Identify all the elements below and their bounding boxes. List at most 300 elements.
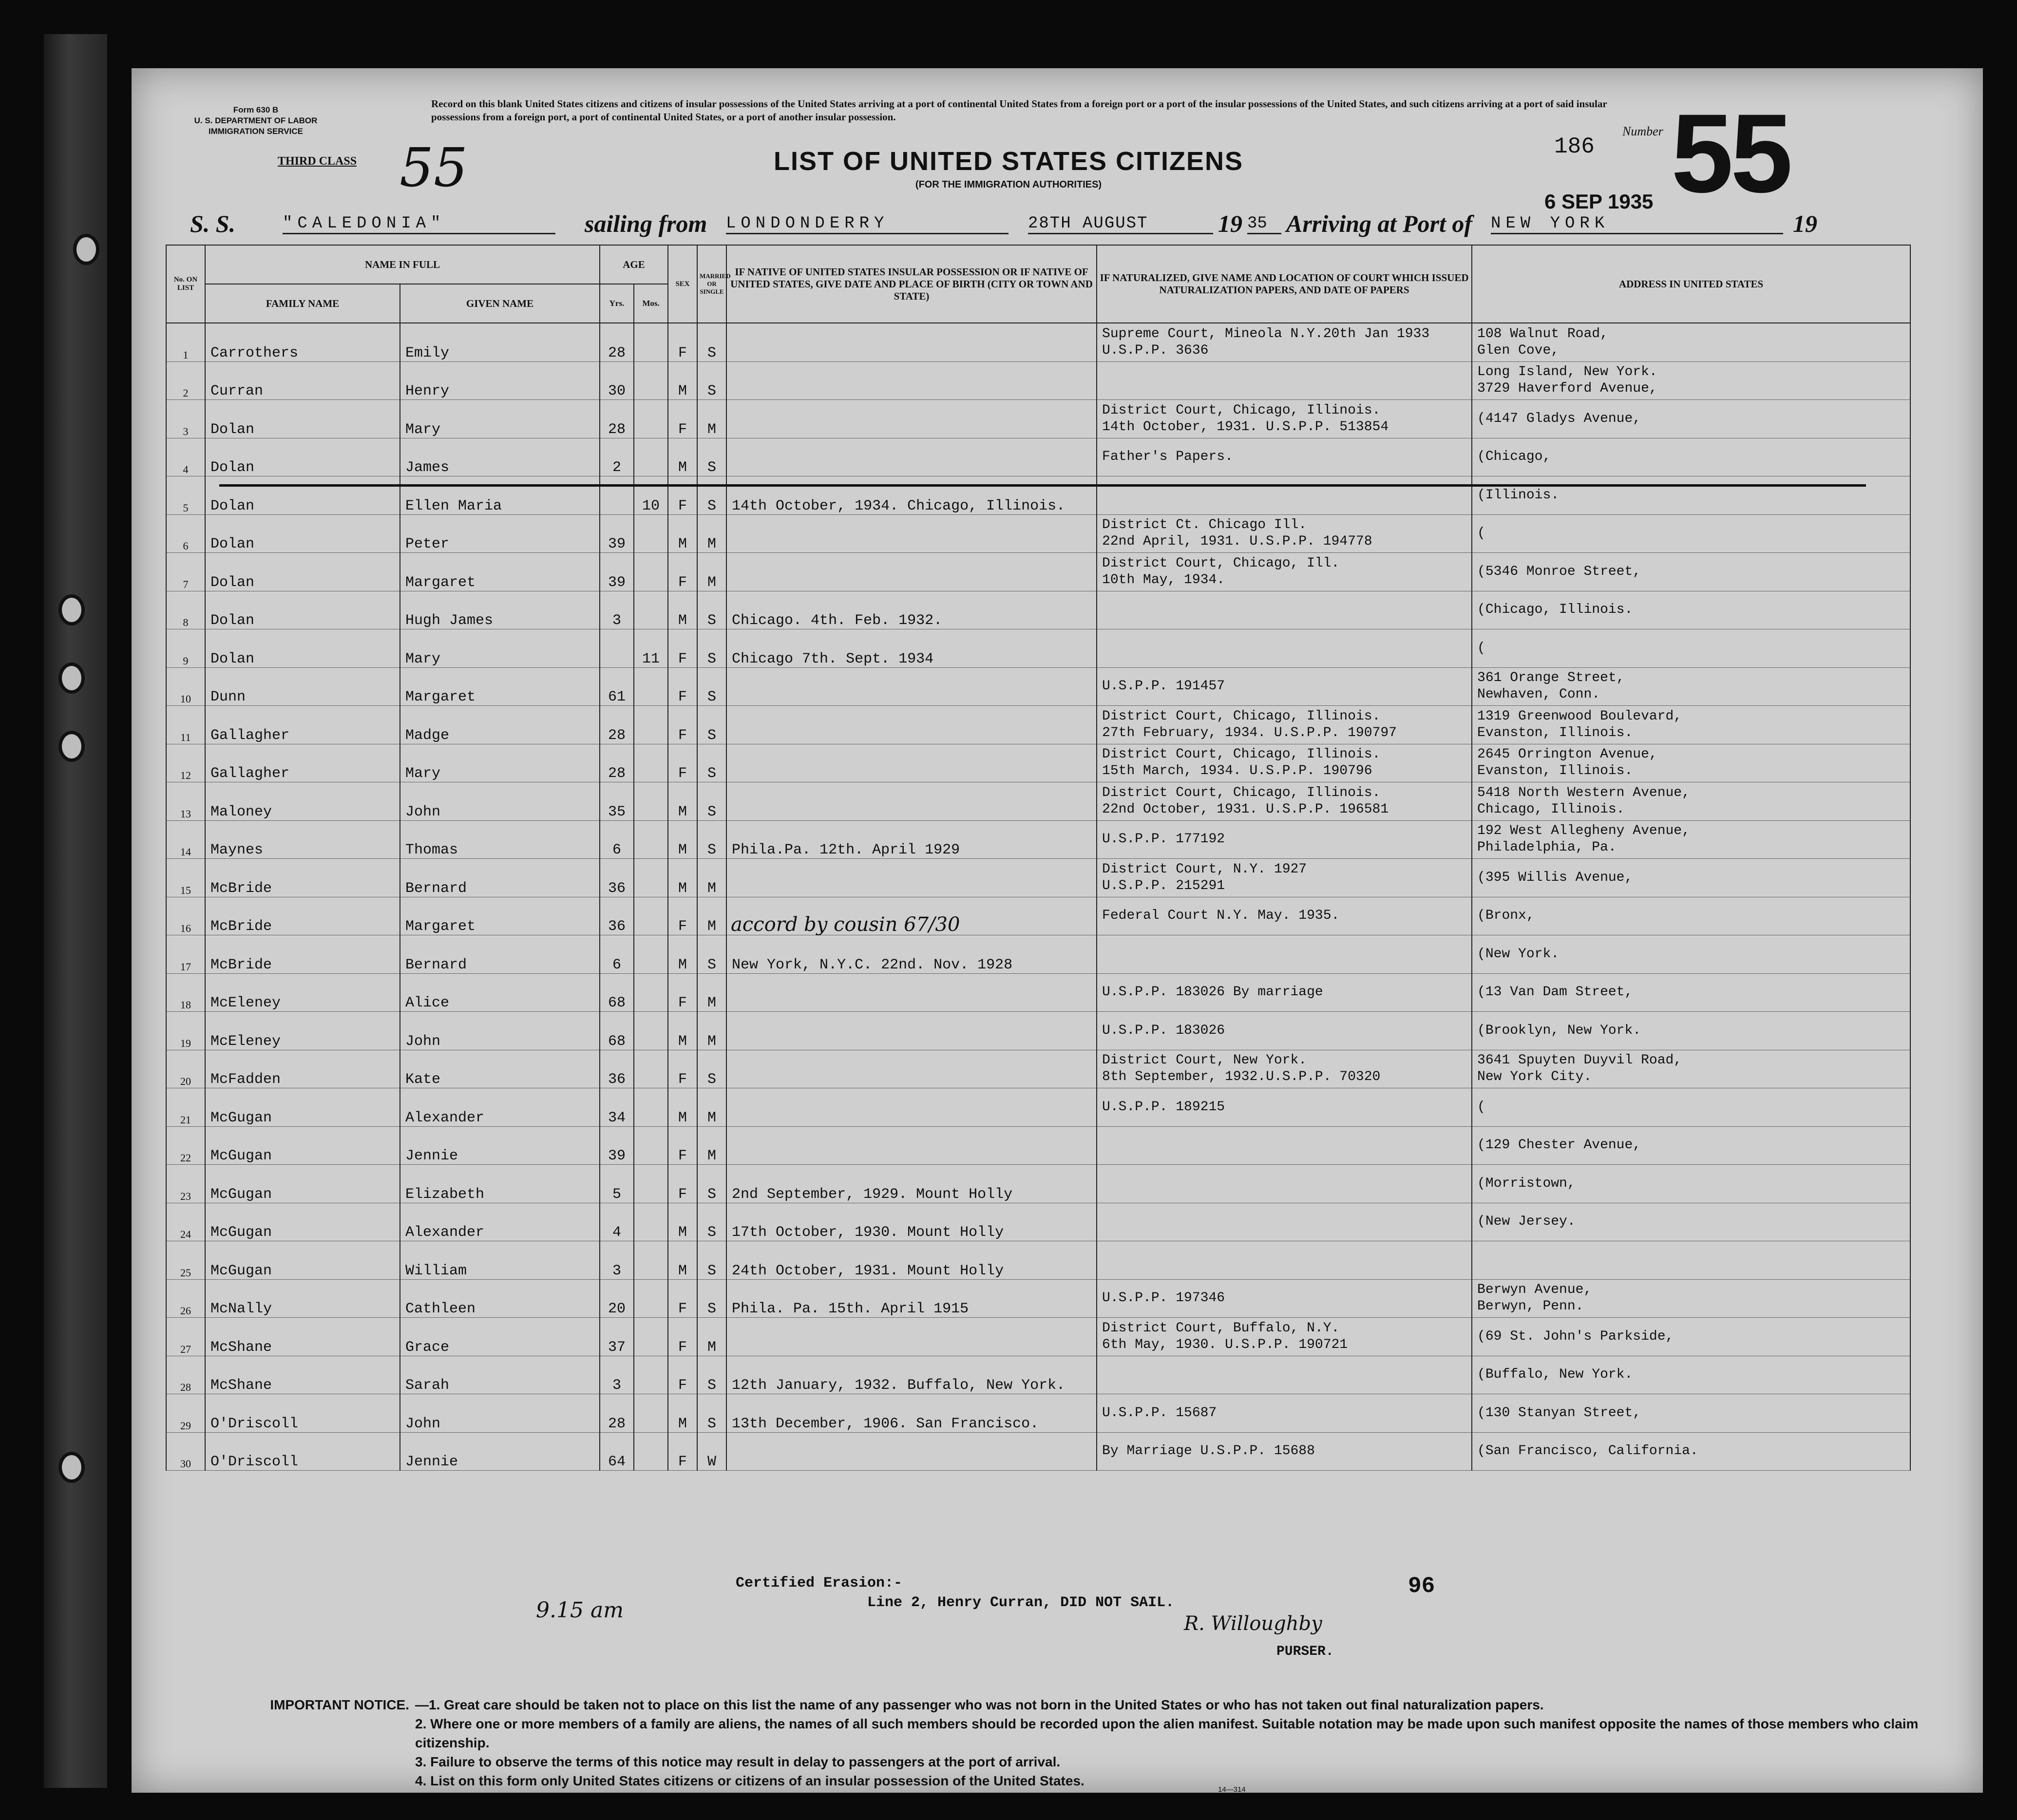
cell-address: (Morristown, <box>1472 1165 1910 1203</box>
cell-marital-status: S <box>697 1241 726 1280</box>
cell-age-months <box>634 1394 668 1433</box>
cell-age-months <box>634 438 668 476</box>
cell-age-years: 36 <box>600 1050 634 1088</box>
cell-family-name: Maynes <box>205 820 400 859</box>
cell-sex: M <box>668 1088 697 1127</box>
form-number: Form 630 B <box>233 105 279 114</box>
list-number: 55 <box>1671 91 1790 216</box>
cell-sex: F <box>668 400 697 438</box>
table-row <box>166 1050 1910 1088</box>
col-header-age: AGE <box>600 245 668 284</box>
cell-naturalization: Father's Papers. <box>1097 438 1472 476</box>
cell-age-years: 61 <box>600 667 634 706</box>
punch-hole <box>58 663 85 694</box>
cell-list-number: 10 <box>166 667 205 706</box>
erasion-detail: Line 2, Henry Curran, DID NOT SAIL. <box>867 1594 1175 1611</box>
cell-address: (Brooklyn, New York. <box>1472 1012 1910 1050</box>
cell-sex: M <box>668 438 697 476</box>
col-header-address: ADDRESS IN UNITED STATES <box>1472 245 1910 323</box>
cell-address <box>1472 1241 1910 1280</box>
cell-age-years <box>600 629 634 668</box>
cell-naturalization: Federal Court N.Y. May. 1935. <box>1097 897 1472 935</box>
notice-item-1: —1. Great care should be taken not to place on this list the name of any passenger who was not born in the United States or who has not taken out final naturalization papers. <box>415 1697 1544 1712</box>
cell-address: 3641 Spuyten Duyvil Road, New York City. <box>1472 1050 1910 1088</box>
cell-marital-status: M <box>697 1126 726 1165</box>
cell-address: ( <box>1472 629 1910 668</box>
col-header-marital: MARRIED OR SINGLE <box>697 245 726 323</box>
cell-list-number: 7 <box>166 553 205 591</box>
cell-given-name: John <box>400 782 600 821</box>
cell-family-name: Gallagher <box>205 744 400 782</box>
cell-given-name: Elizabeth <box>400 1165 600 1203</box>
handwritten-note-row14: accord by cousin 67/30 <box>731 913 960 936</box>
cell-age-months <box>634 400 668 438</box>
cell-naturalization <box>1097 1165 1472 1203</box>
cell-given-name: Alexander <box>400 1203 600 1241</box>
cell-birth-details <box>726 782 1097 821</box>
col-header-no: No. ON LIST <box>166 245 205 323</box>
purser-signature: R. Willoughby <box>1184 1612 1322 1635</box>
cell-birth-details <box>726 744 1097 782</box>
table-row <box>166 553 1910 591</box>
arrival-date-stamp: 6 SEP 1935 <box>1544 190 1654 213</box>
cell-given-name: John <box>400 1012 600 1050</box>
binder-strip <box>44 34 107 1788</box>
cell-age-years: 37 <box>600 1318 634 1356</box>
table-row <box>166 1394 1910 1433</box>
cell-sex: F <box>668 897 697 935</box>
cell-marital-status: M <box>697 400 726 438</box>
form-preamble: Record on this blank United States citizens and citizens of insular possessions of the United States arriving at a port of continental United States from a foreign port or a port of the insular possessions of the United States, and such citizens arriving at a port of said insular possessions from a foreign port, a port of continental United States, or a port of another insular possession. <box>431 98 1607 123</box>
ship-name: "CALEDONIA" <box>283 214 555 234</box>
cell-list-number: 24 <box>166 1203 205 1241</box>
cell-birth-details <box>726 667 1097 706</box>
cell-sex: F <box>668 744 697 782</box>
cell-address: (Buffalo, New York. <box>1472 1356 1910 1394</box>
punch-hole <box>58 731 85 762</box>
cell-family-name: Gallagher <box>205 706 400 744</box>
cell-age-years: 64 <box>600 1432 634 1471</box>
cell-list-number: 9 <box>166 629 205 668</box>
cell-family-name: O'Driscoll <box>205 1432 400 1471</box>
cell-naturalization: District Court, Chicago, Illinois. 27th February, 1934. U.S.P.P. 190797 <box>1097 706 1472 744</box>
cell-age-years: 36 <box>600 859 634 897</box>
cell-birth-details: 2nd September, 1929. Mount Holly <box>726 1165 1097 1203</box>
cell-marital-status: S <box>697 1203 726 1241</box>
sailing-from-label: sailing from <box>585 210 707 237</box>
cell-marital-status: S <box>697 744 726 782</box>
cell-age-months <box>634 1088 668 1127</box>
cell-sex: M <box>668 935 697 974</box>
cell-marital-status: M <box>697 1012 726 1050</box>
cell-family-name: Dolan <box>205 629 400 668</box>
cell-family-name: Carrothers <box>205 323 400 361</box>
cell-address: 361 Orange Street, Newhaven, Conn. <box>1472 667 1910 706</box>
col-header-naturalized: IF NATURALIZED, GIVE NAME AND LOCATION OF COURT WHICH ISSUED NATURALIZATION PAPERS, AND DATE OF PAPERS <box>1097 245 1472 323</box>
cell-family-name: McShane <box>205 1318 400 1356</box>
notice-item-3: 3. Failure to observe the terms of this notice may result in delay to passengers at the port of arrival. <box>415 1754 1061 1769</box>
cell-age-years: 34 <box>600 1088 634 1127</box>
cell-naturalization: U.S.P.P. 197346 <box>1097 1279 1472 1318</box>
cell-age-years: 20 <box>600 1279 634 1318</box>
cell-age-months <box>634 859 668 897</box>
department-name: U. S. DEPARTMENT OF LABOR <box>194 116 318 125</box>
cell-family-name: Dolan <box>205 553 400 591</box>
cell-naturalization: District Court, Chicago, Ill. 10th May, 1934. <box>1097 553 1472 591</box>
cell-age-years: 3 <box>600 591 634 629</box>
cell-list-number: 20 <box>166 1050 205 1088</box>
cell-naturalization: U.S.P.P. 189215 <box>1097 1088 1472 1127</box>
table-row <box>166 323 1910 361</box>
cell-naturalization <box>1097 1126 1472 1165</box>
cell-sex: M <box>668 1394 697 1433</box>
cell-list-number: 6 <box>166 514 205 553</box>
table-row <box>166 1126 1910 1165</box>
notice-item-2: 2. Where one or more members of a family are aliens, the names of all such members should be recorded upon the alien manifest. Suitable notation may be made upon such manifest opposite the names of those members who claim citizenship. <box>415 1716 1919 1750</box>
cell-birth-details <box>726 1088 1097 1127</box>
cell-age-years: 3 <box>600 1241 634 1280</box>
cell-family-name: McGugan <box>205 1203 400 1241</box>
table-row <box>166 1241 1910 1280</box>
cell-address: (395 Willis Avenue, <box>1472 859 1910 897</box>
cell-birth-details <box>726 859 1097 897</box>
cell-sex: M <box>668 1203 697 1241</box>
table-row <box>166 629 1910 668</box>
cell-age-months <box>634 1318 668 1356</box>
cell-family-name: McGugan <box>205 1088 400 1127</box>
handwritten-page-number: 55 <box>400 136 468 199</box>
cell-naturalization: District Court, New York. 8th September, 1932.U.S.P.P. 70320 <box>1097 1050 1472 1088</box>
cell-sex: F <box>668 629 697 668</box>
cell-given-name: Mary <box>400 744 600 782</box>
cell-list-number: 19 <box>166 1012 205 1050</box>
cell-naturalization: District Court, Chicago, Illinois. 15th March, 1934. U.S.P.P. 190796 <box>1097 744 1472 782</box>
table-row <box>166 361 1910 400</box>
cell-naturalization <box>1097 361 1472 400</box>
cell-address: Long Island, New York. 3729 Haverford Avenue, <box>1472 361 1910 400</box>
service-name: IMMIGRATION SERVICE <box>209 127 303 136</box>
cell-address: (New Jersey. <box>1472 1203 1910 1241</box>
cell-given-name: Hugh James <box>400 591 600 629</box>
cell-marital-status: S <box>697 629 726 668</box>
cell-age-years: 28 <box>600 400 634 438</box>
cell-age-years: 2 <box>600 438 634 476</box>
col-header-sex: SEX <box>668 245 697 323</box>
cell-list-number: 18 <box>166 973 205 1012</box>
cell-family-name: McGugan <box>205 1126 400 1165</box>
cell-birth-details <box>726 1050 1097 1088</box>
cell-given-name: Madge <box>400 706 600 744</box>
cell-sex: M <box>668 514 697 553</box>
cell-naturalization: By Marriage U.S.P.P. 15688 <box>1097 1432 1472 1471</box>
passenger-class: THIRD CLASS <box>278 155 357 168</box>
cell-address: (Illinois. <box>1472 476 1910 515</box>
cell-age-months <box>634 744 668 782</box>
cell-age-years: 35 <box>600 782 634 821</box>
cell-marital-status: S <box>697 706 726 744</box>
cell-list-number: 11 <box>166 706 205 744</box>
cell-list-number: 2 <box>166 361 205 400</box>
cell-marital-status: M <box>697 973 726 1012</box>
cell-list-number: 17 <box>166 935 205 974</box>
cell-birth-details: 24th October, 1931. Mount Holly <box>726 1241 1097 1280</box>
cell-marital-status: M <box>697 859 726 897</box>
cell-age-months <box>634 1165 668 1203</box>
cell-sex: F <box>668 1165 697 1203</box>
certified-erasion-note <box>736 1574 1174 1612</box>
cell-family-name: McBride <box>205 859 400 897</box>
cell-age-months <box>634 323 668 361</box>
cell-given-name: Kate <box>400 1050 600 1088</box>
cell-address: ( <box>1472 514 1910 553</box>
cell-birth-details: New York, N.Y.C. 22nd. Nov. 1928 <box>726 935 1097 974</box>
cell-given-name: Jennie <box>400 1432 600 1471</box>
cell-address: (Bronx, <box>1472 897 1910 935</box>
cell-naturalization <box>1097 1241 1472 1280</box>
important-notice <box>185 1695 1939 1790</box>
cell-list-number: 28 <box>166 1356 205 1394</box>
cell-naturalization: District Court, Chicago, Illinois. 22nd October, 1931. U.S.P.P. 196581 <box>1097 782 1472 821</box>
cell-sex: F <box>668 973 697 1012</box>
cell-birth-details <box>726 1432 1097 1471</box>
number-label: Number <box>1622 124 1663 138</box>
cell-birth-details <box>726 973 1097 1012</box>
cell-list-number: 5 <box>166 476 205 515</box>
cell-address: (Chicago, Illinois. <box>1472 591 1910 629</box>
cell-address: (129 Chester Avenue, <box>1472 1126 1910 1165</box>
cell-naturalization <box>1097 1356 1472 1394</box>
cell-list-number: 14 <box>166 820 205 859</box>
cell-list-number: 27 <box>166 1318 205 1356</box>
cell-sex: M <box>668 1012 697 1050</box>
cell-sex: F <box>668 667 697 706</box>
cell-age-years: 28 <box>600 706 634 744</box>
cell-sex: M <box>668 591 697 629</box>
cell-age-months <box>634 706 668 744</box>
cell-address: 108 Walnut Road, Glen Cove, <box>1472 323 1910 361</box>
cell-age-years: 28 <box>600 323 634 361</box>
notice-heading: IMPORTANT NOTICE. <box>270 1697 409 1712</box>
cell-naturalization: U.S.P.P. 191457 <box>1097 667 1472 706</box>
cell-age-years: 4 <box>600 1203 634 1241</box>
cell-sex: F <box>668 1356 697 1394</box>
voyage-line <box>190 209 1837 239</box>
arriving-label: Arriving at Port of <box>1286 210 1472 237</box>
cell-marital-status: W <box>697 1432 726 1471</box>
cell-list-number: 13 <box>166 782 205 821</box>
cell-family-name: Dolan <box>205 514 400 553</box>
cell-birth-details <box>726 553 1097 591</box>
passenger-count: 96 <box>1408 1574 1435 1599</box>
cell-marital-status: S <box>697 591 726 629</box>
notice-item-4: 4. List on this form only United States citizens or citizens of an insular possession of the United States. <box>415 1773 1085 1788</box>
punch-hole <box>58 594 85 626</box>
cell-age-years: 39 <box>600 514 634 553</box>
cell-given-name: James <box>400 438 600 476</box>
table-row <box>166 706 1910 744</box>
cell-family-name: Dunn <box>205 667 400 706</box>
cell-address: (69 St. John's Parkside, <box>1472 1318 1910 1356</box>
cell-age-years: 28 <box>600 744 634 782</box>
table-row <box>166 820 1910 859</box>
cell-age-months <box>634 591 668 629</box>
handwritten-time: 9.15 am <box>536 1598 624 1623</box>
cell-family-name: Maloney <box>205 782 400 821</box>
cell-age-months <box>634 935 668 974</box>
cell-given-name: Mary <box>400 629 600 668</box>
cell-list-number: 1 <box>166 323 205 361</box>
cell-marital-status: S <box>697 935 726 974</box>
cell-marital-status: S <box>697 667 726 706</box>
cell-given-name: William <box>400 1241 600 1280</box>
cell-naturalization <box>1097 591 1472 629</box>
cell-marital-status: M <box>697 897 726 935</box>
arrival-year-prefix: 19 <box>1793 210 1817 237</box>
cell-list-number: 29 <box>166 1394 205 1433</box>
cell-age-months <box>634 1012 668 1050</box>
print-code: 14—314 <box>1218 1785 1246 1794</box>
cell-birth-details <box>726 1012 1097 1050</box>
col-header-given: GIVEN NAME <box>400 284 600 323</box>
cell-marital-status: S <box>697 1050 726 1088</box>
cell-age-years: 5 <box>600 1165 634 1203</box>
cell-list-number: 21 <box>166 1088 205 1127</box>
cell-naturalization: Supreme Court, Mineola N.Y.20th Jan 1933 U.S.P.P. 3636 <box>1097 323 1472 361</box>
cell-naturalization: District Court, Buffalo, N.Y. 6th May, 1930. U.S.P.P. 190721 <box>1097 1318 1472 1356</box>
cell-age-years: 36 <box>600 897 634 935</box>
cell-sex: F <box>668 1279 697 1318</box>
cell-birth-details <box>726 438 1097 476</box>
cell-age-years: 3 <box>600 1356 634 1394</box>
cell-age-months <box>634 820 668 859</box>
cell-given-name: Alice <box>400 973 600 1012</box>
cell-family-name: Dolan <box>205 400 400 438</box>
col-header-mos: Mos. <box>634 284 668 323</box>
col-header-family: FAMILY NAME <box>205 284 400 323</box>
cell-list-number: 26 <box>166 1279 205 1318</box>
purser-title: PURSER. <box>1276 1644 1334 1659</box>
cell-family-name: McGugan <box>205 1165 400 1203</box>
manifest-page <box>132 68 1983 1793</box>
table-row <box>166 400 1910 438</box>
cell-family-name: Dolan <box>205 438 400 476</box>
col-header-name: NAME IN FULL <box>205 245 600 284</box>
cell-marital-status: M <box>697 553 726 591</box>
cell-age-months <box>634 667 668 706</box>
cell-family-name: Dolan <box>205 476 400 515</box>
cell-given-name: Emily <box>400 323 600 361</box>
cell-address: 5418 North Western Avenue, Chicago, Illinois. <box>1472 782 1910 821</box>
cell-birth-details <box>726 323 1097 361</box>
cell-age-months: 11 <box>634 629 668 668</box>
cell-list-number: 8 <box>166 591 205 629</box>
cell-sex: F <box>668 476 697 515</box>
cell-marital-status: S <box>697 1356 726 1394</box>
table-row <box>166 782 1910 821</box>
cell-age-years: 6 <box>600 820 634 859</box>
cell-age-months <box>634 1203 668 1241</box>
cell-given-name: John <box>400 1394 600 1433</box>
cell-address: (5346 Monroe Street, <box>1472 553 1910 591</box>
cell-sex: M <box>668 782 697 821</box>
cell-address: (San Francisco, California. <box>1472 1432 1910 1471</box>
cell-list-number: 15 <box>166 859 205 897</box>
cell-sex: F <box>668 1050 697 1088</box>
table-row <box>166 667 1910 706</box>
cell-address: (13 Van Dam Street, <box>1472 973 1910 1012</box>
cell-family-name: McNally <box>205 1279 400 1318</box>
cell-marital-status: S <box>697 476 726 515</box>
cell-given-name: Jennie <box>400 1126 600 1165</box>
table-row <box>166 1356 1910 1394</box>
cell-family-name: O'Driscoll <box>205 1394 400 1433</box>
cell-age-years: 30 <box>600 361 634 400</box>
form-identification <box>188 105 324 137</box>
cell-list-number: 12 <box>166 744 205 782</box>
departure-year: 35 <box>1247 214 1281 234</box>
cell-marital-status: S <box>697 1394 726 1433</box>
cell-marital-status: S <box>697 820 726 859</box>
ss-label: S. S. <box>190 210 236 237</box>
cell-naturalization: District Court, N.Y. 1927 U.S.P.P. 215291 <box>1097 859 1472 897</box>
cell-age-months: 10 <box>634 476 668 515</box>
cell-list-number: 23 <box>166 1165 205 1203</box>
cell-birth-details: 12th January, 1932. Buffalo, New York. <box>726 1356 1097 1394</box>
table-row <box>166 476 1910 515</box>
cell-family-name: McFadden <box>205 1050 400 1088</box>
table-row <box>166 744 1910 782</box>
cell-age-years: 68 <box>600 1012 634 1050</box>
punch-hole <box>73 234 99 265</box>
cell-naturalization <box>1097 629 1472 668</box>
cell-sex: M <box>668 1241 697 1280</box>
cell-marital-status: S <box>697 1165 726 1203</box>
year-prefix: 19 <box>1218 210 1242 237</box>
cell-marital-status: M <box>697 514 726 553</box>
cell-family-name: McGugan <box>205 1241 400 1280</box>
table-row <box>166 1203 1910 1241</box>
sheet-number: 186 <box>1554 134 1595 159</box>
cell-marital-status: S <box>697 1279 726 1318</box>
cell-marital-status: M <box>697 1088 726 1127</box>
cell-list-number: 3 <box>166 400 205 438</box>
cell-sex: F <box>668 323 697 361</box>
cell-marital-status: S <box>697 782 726 821</box>
cell-birth-details <box>726 400 1097 438</box>
cell-naturalization <box>1097 476 1472 515</box>
table-row <box>166 1012 1910 1050</box>
cell-birth-details: 14th October, 1934. Chicago, Illinois. <box>726 476 1097 515</box>
cell-address: 192 West Allegheny Avenue, Philadelphia, Pa. <box>1472 820 1910 859</box>
col-header-birth: IF NATIVE OF UNITED STATES INSULAR POSSESSION OR IF NATIVE OF UNITED STATES, GIVE DATE AND PLACE OF BIRTH (CITY OR TOWN AND STATE) <box>726 245 1097 323</box>
cell-list-number: 4 <box>166 438 205 476</box>
cell-age-years: 68 <box>600 973 634 1012</box>
cell-age-months <box>634 1126 668 1165</box>
cell-birth-details <box>726 1126 1097 1165</box>
cell-birth-details: 13th December, 1906. San Francisco. <box>726 1394 1097 1433</box>
cell-birth-details: 17th October, 1930. Mount Holly <box>726 1203 1097 1241</box>
document-subtitle: (FOR THE IMMIGRATION AUTHORITIES) <box>915 179 1102 190</box>
table-row <box>166 973 1910 1012</box>
cell-given-name: Margaret <box>400 897 600 935</box>
cell-birth-details: Phila.Pa. 12th. April 1929 <box>726 820 1097 859</box>
departure-port: LONDONDERRY <box>726 214 1008 234</box>
cell-address: (New York. <box>1472 935 1910 974</box>
table-row <box>166 1279 1910 1318</box>
cell-age-months <box>634 514 668 553</box>
col-header-yrs: Yrs. <box>600 284 634 323</box>
cell-birth-details: Chicago. 4th. Feb. 1932. <box>726 591 1097 629</box>
